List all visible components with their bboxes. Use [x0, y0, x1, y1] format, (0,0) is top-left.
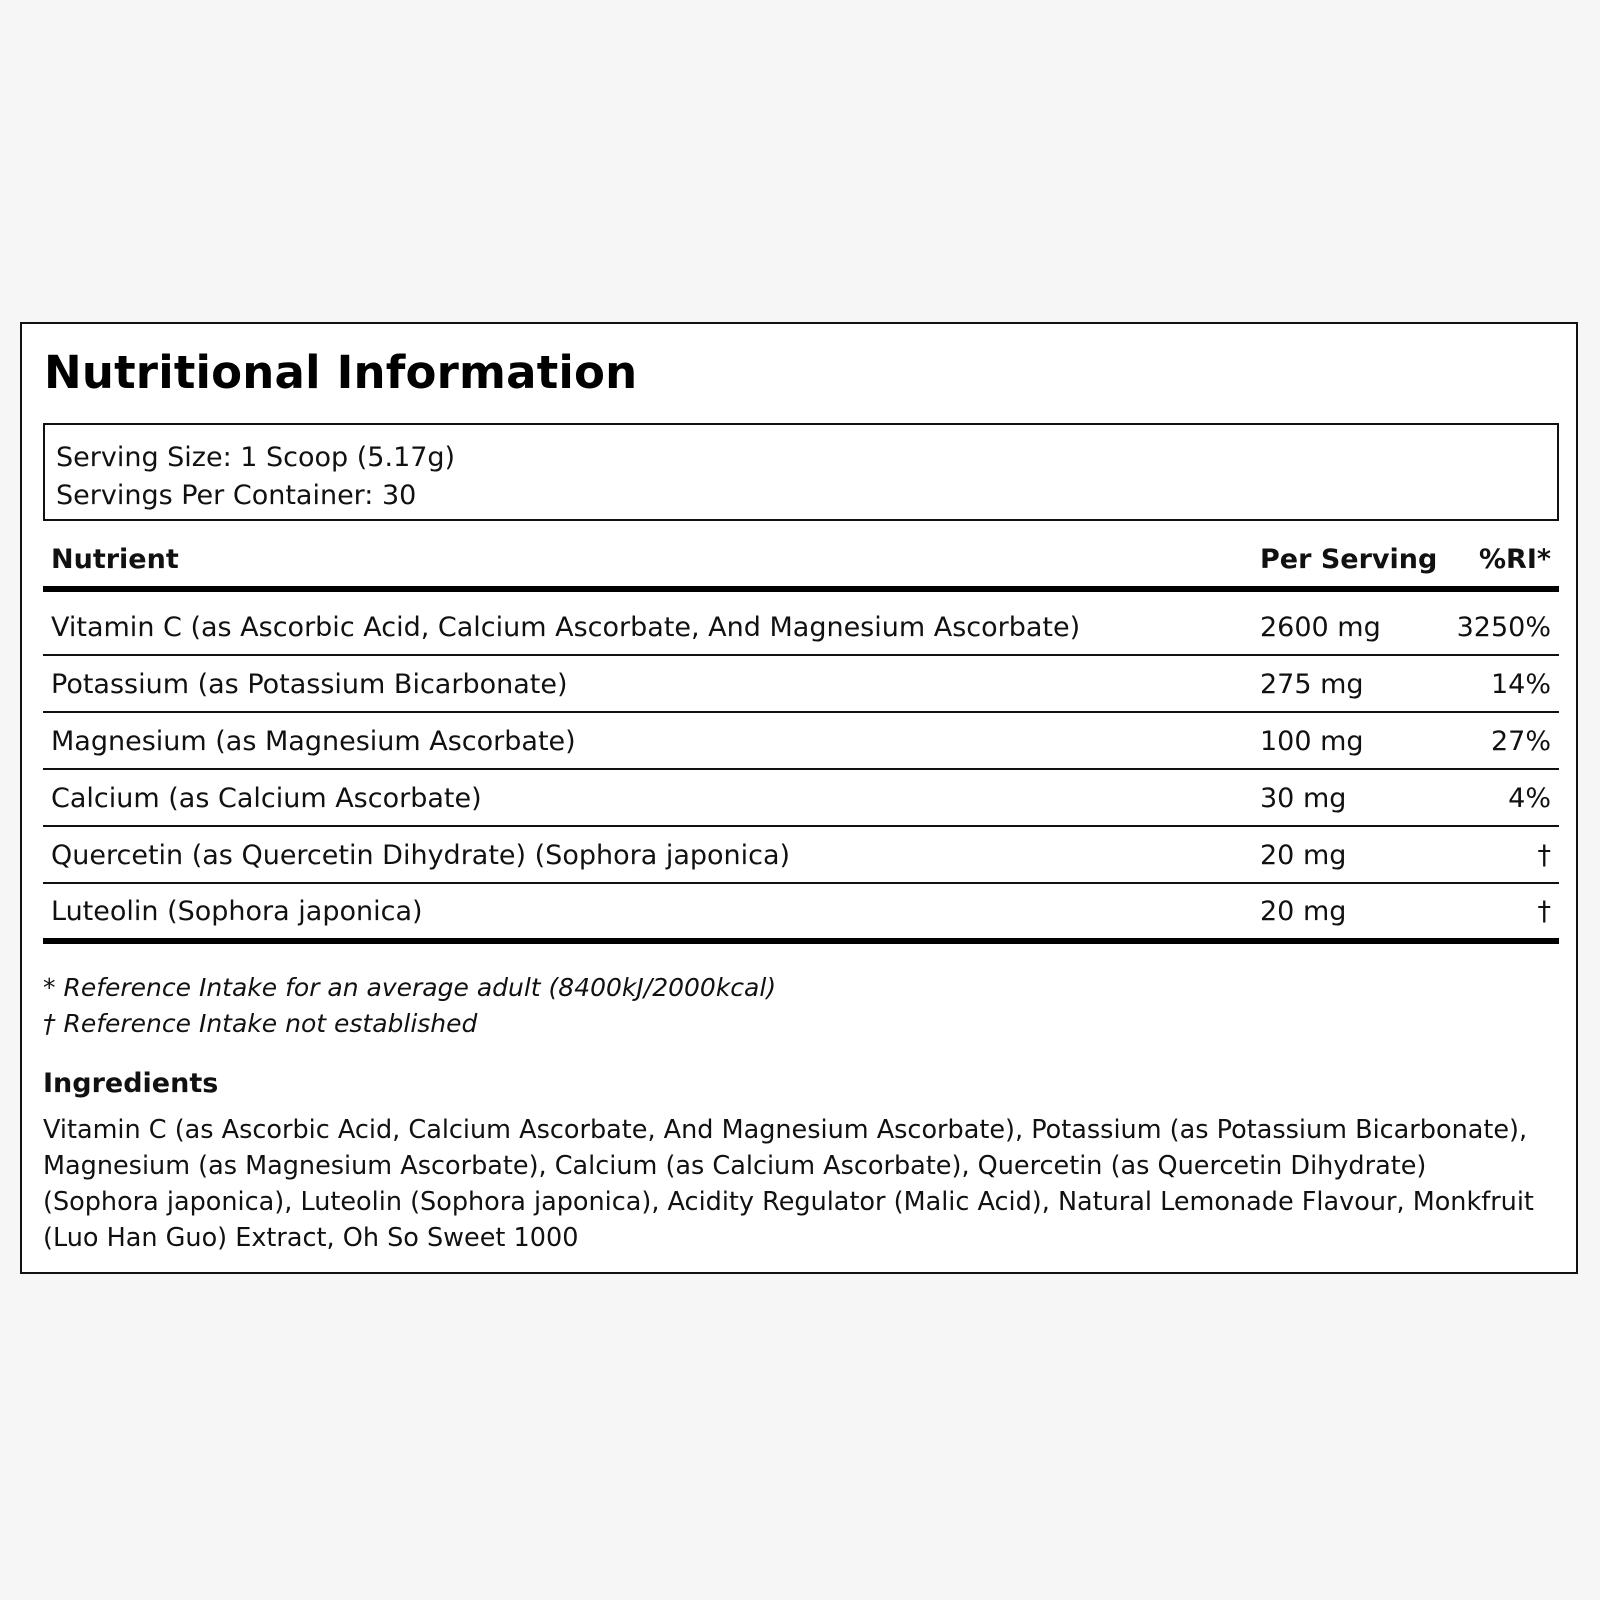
page-title: Nutritional Information — [44, 346, 638, 399]
ingredients-heading: Ingredients — [43, 1068, 219, 1099]
header-nutrient: Nutrient — [51, 544, 179, 575]
nutrient-per-serving: 20 mg — [1260, 896, 1347, 927]
table-row — [43, 713, 1559, 770]
servings-per-container: Servings Per Container: 30 — [56, 480, 417, 511]
nutrient-ri: 27% — [1490, 726, 1551, 757]
table-row — [43, 884, 1559, 944]
header-ri: %RI* — [1478, 544, 1551, 575]
table-row — [43, 770, 1559, 827]
nutrient-name: Potassium (as Potassium Bicarbonate) — [51, 669, 568, 700]
nutrient-per-serving: 2600 mg — [1260, 612, 1381, 643]
nutrient-ri: † — [1537, 840, 1551, 871]
nutrient-ri: † — [1537, 896, 1551, 927]
table-header-row — [43, 544, 1559, 592]
nutrient-name: Calcium (as Calcium Ascorbate) — [51, 783, 482, 814]
serving-size: Serving Size: 1 Scoop (5.17g) — [56, 442, 456, 473]
header-per-serving: Per Serving — [1260, 544, 1438, 575]
nutrient-per-serving: 30 mg — [1260, 783, 1347, 814]
nutrient-name: Vitamin C (as Ascorbic Acid, Calcium Ascorbate, And Magnesium Ascorbate) — [51, 612, 1081, 643]
table-row — [43, 656, 1559, 713]
nutrient-table — [43, 544, 1559, 944]
nutrient-name: Luteolin (Sophora japonica) — [51, 896, 423, 927]
nutrient-per-serving: 275 mg — [1260, 669, 1364, 700]
nutrient-name: Quercetin (as Quercetin Dihydrate) (Sophora japonica) — [51, 840, 791, 871]
table-row — [43, 827, 1559, 884]
nutrient-ri: 3250% — [1456, 612, 1551, 643]
footnotes — [43, 970, 776, 1042]
nutrient-name: Magnesium (as Magnesium Ascorbate) — [51, 726, 576, 757]
nutrition-panel — [20, 322, 1578, 1274]
nutrient-ri: 4% — [1508, 783, 1551, 814]
serving-info-box — [43, 423, 1559, 521]
footnote-reference-intake: * Reference Intake for an average adult (8400kJ/2000kcal) — [43, 973, 777, 1002]
nutrient-per-serving: 20 mg — [1260, 840, 1347, 871]
ingredients-text: Vitamin C (as Ascorbic Acid, Calcium Ascorbate, And Magnesium Ascorbate), Potassium (as Potassium Bicarbonate), Magnesium (as Magnesium Ascorbate), Calcium (as Calcium Ascorbate), Quercetin (as Quercetin Dihydrate) (Sophora japonica), Luteolin (Sophora japonica), Acidity Regulator (Malic Acid), Natural Lemonade Flavour, Monkfruit (Luo Han Guo) Extract, Oh So Sweet 1000 — [43, 1115, 1534, 1253]
nutrient-ri: 14% — [1490, 669, 1551, 700]
table-row — [43, 592, 1559, 656]
footnote-not-established: † Reference Intake not established — [43, 1009, 478, 1038]
nutrient-per-serving: 100 mg — [1260, 726, 1364, 757]
